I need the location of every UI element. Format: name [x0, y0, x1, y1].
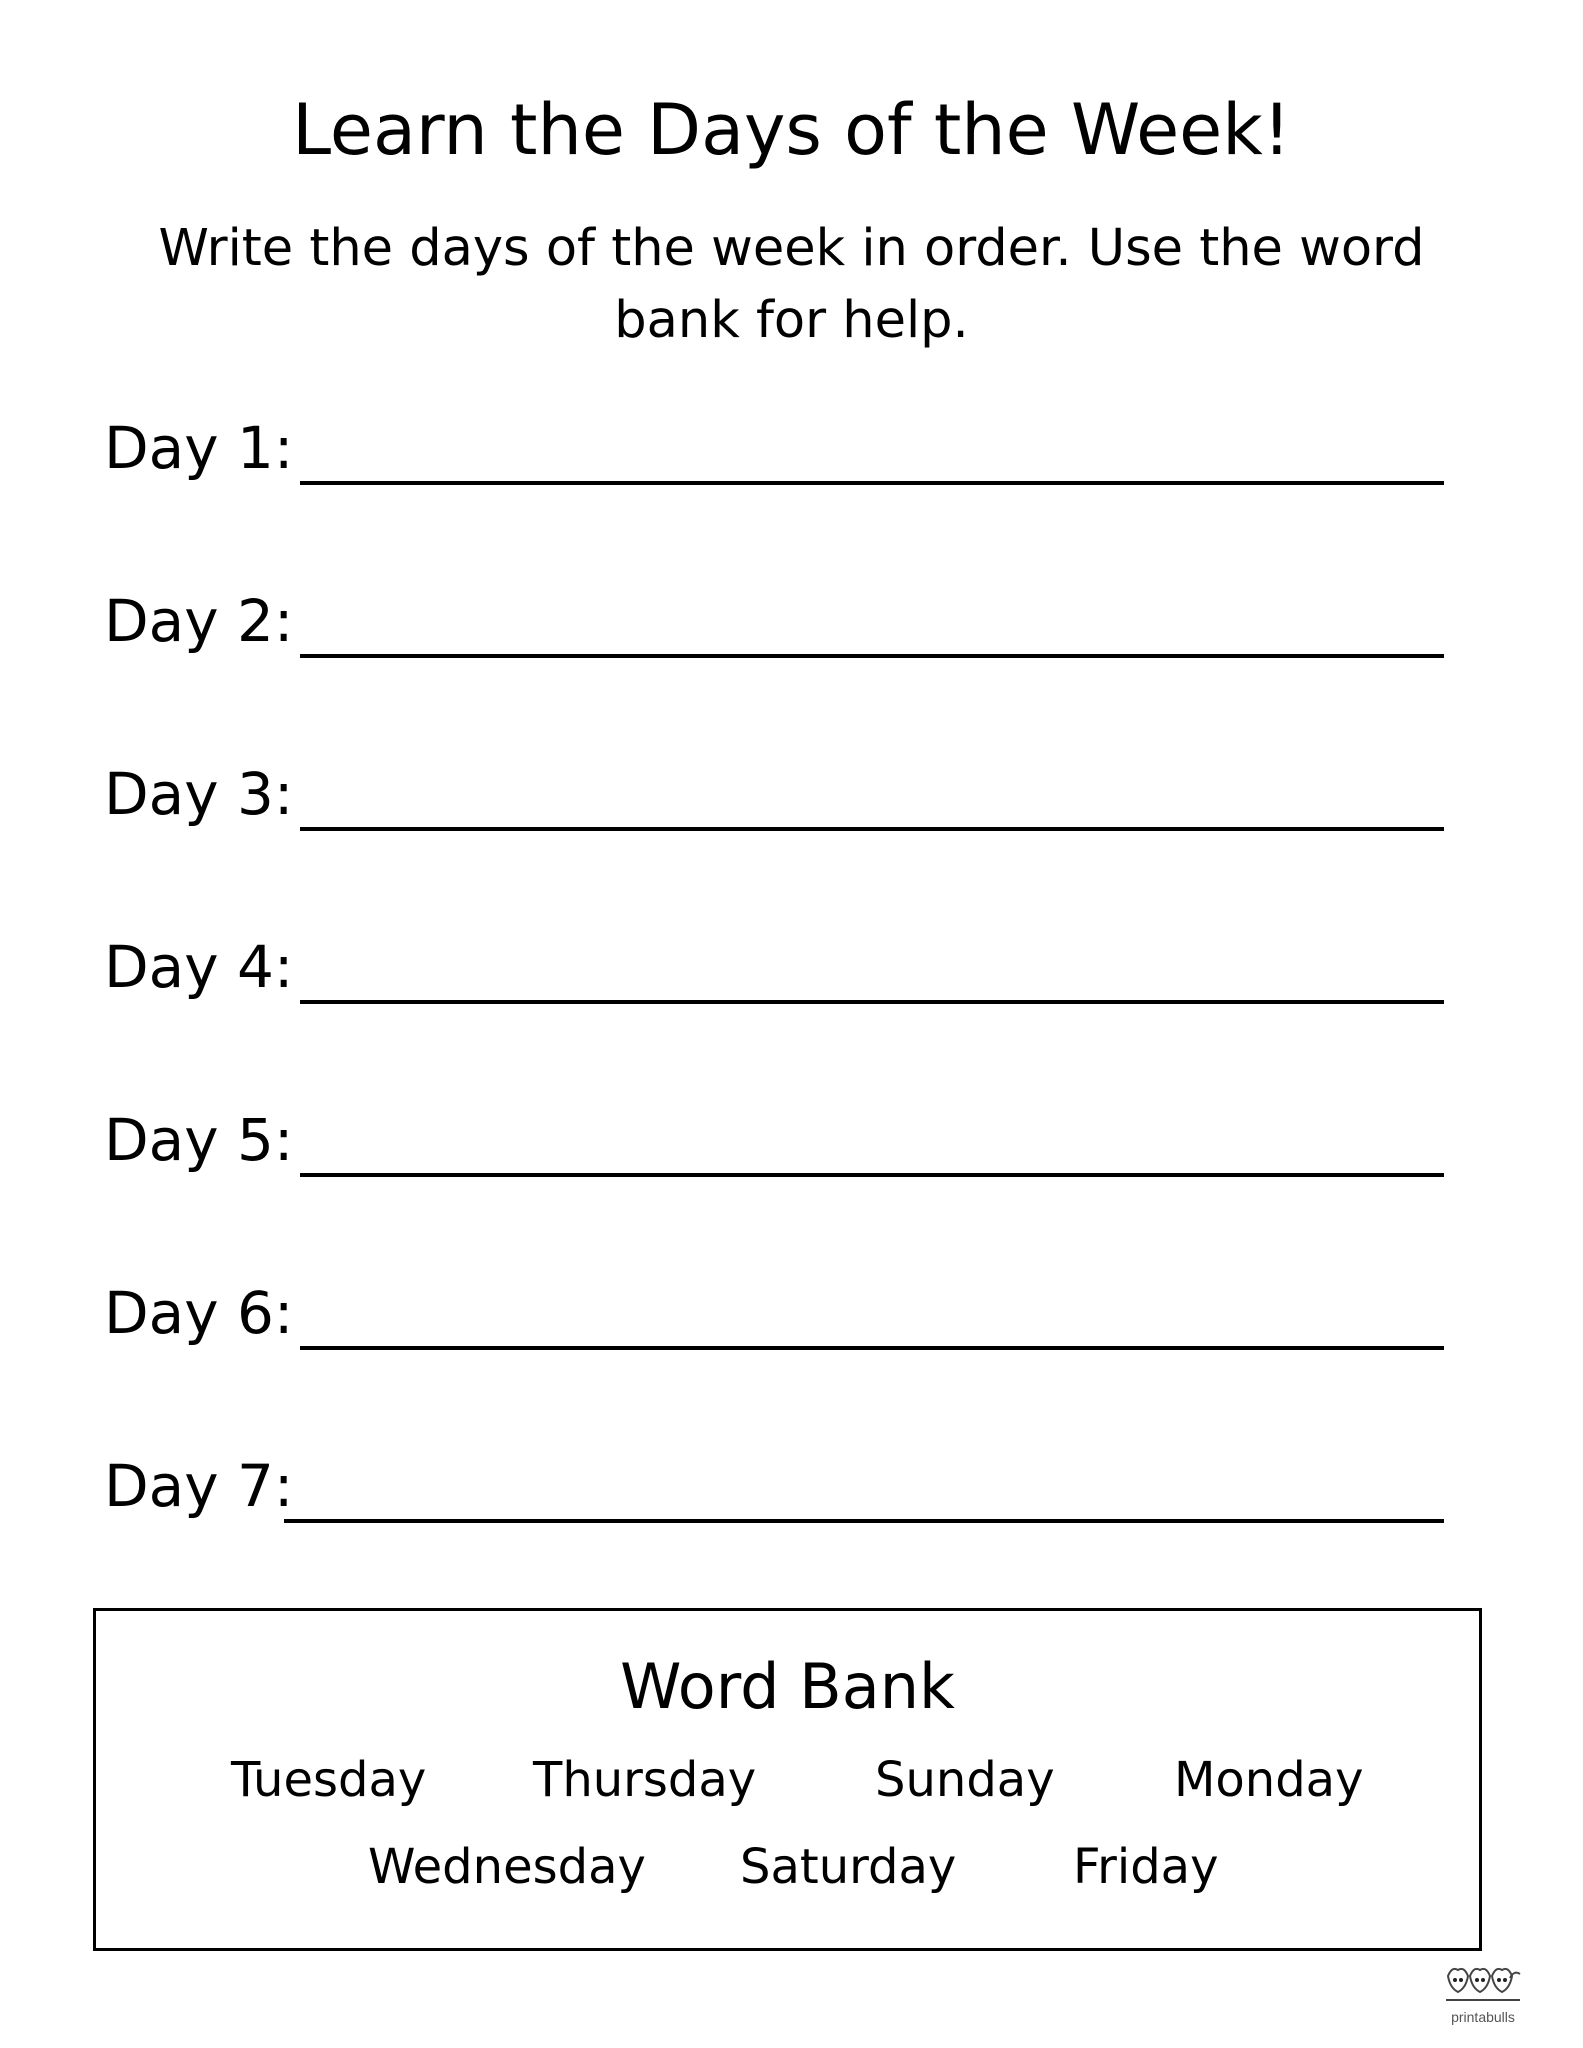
word-bank-word: Tuesday — [231, 1752, 427, 1808]
day-label: Day 6: — [104, 1279, 294, 1347]
day-row-4 — [104, 914, 1444, 1004]
day-label: Day 2: — [104, 587, 294, 655]
day-label: Day 7: — [104, 1452, 294, 1520]
answer-line[interactable] — [300, 654, 1444, 658]
day-row-2 — [104, 568, 1444, 658]
word-bank-word: Wednesday — [368, 1839, 646, 1895]
instructions-text: Write the days of the week in order. Use the word bank for help. — [158, 219, 1425, 350]
day-label: Day 3: — [104, 760, 294, 828]
day-label: Day 5: — [104, 1106, 294, 1174]
answer-line[interactable] — [284, 1519, 1444, 1523]
page-title: Learn the Days of the Week! — [292, 89, 1291, 171]
answer-line[interactable] — [300, 481, 1444, 485]
word-bank-word: Saturday — [740, 1839, 957, 1895]
printabulls-logo — [1440, 1962, 1526, 2030]
answer-line[interactable] — [300, 1346, 1444, 1350]
word-bank-word: Monday — [1174, 1752, 1364, 1808]
day-row-5 — [104, 1087, 1444, 1177]
word-bank-word: Thursday — [533, 1752, 757, 1808]
day-row-3 — [104, 741, 1444, 831]
logo-text: printabulls — [1451, 2009, 1515, 2025]
answer-line[interactable] — [300, 1173, 1444, 1177]
word-bank-box — [93, 1608, 1482, 1951]
word-bank-title: Word Bank — [620, 1650, 955, 1723]
answer-line[interactable] — [300, 1000, 1444, 1004]
day-row-1 — [104, 395, 1444, 485]
day-label: Day 1: — [104, 414, 294, 482]
day-row-6 — [104, 1260, 1444, 1350]
word-bank-word: Friday — [1073, 1839, 1219, 1895]
bulls-logo-icon — [1440, 1962, 1526, 2008]
day-row-7 — [104, 1433, 1444, 1523]
answer-line[interactable] — [300, 827, 1444, 831]
word-bank-word: Sunday — [875, 1752, 1055, 1808]
day-label: Day 4: — [104, 933, 294, 1001]
